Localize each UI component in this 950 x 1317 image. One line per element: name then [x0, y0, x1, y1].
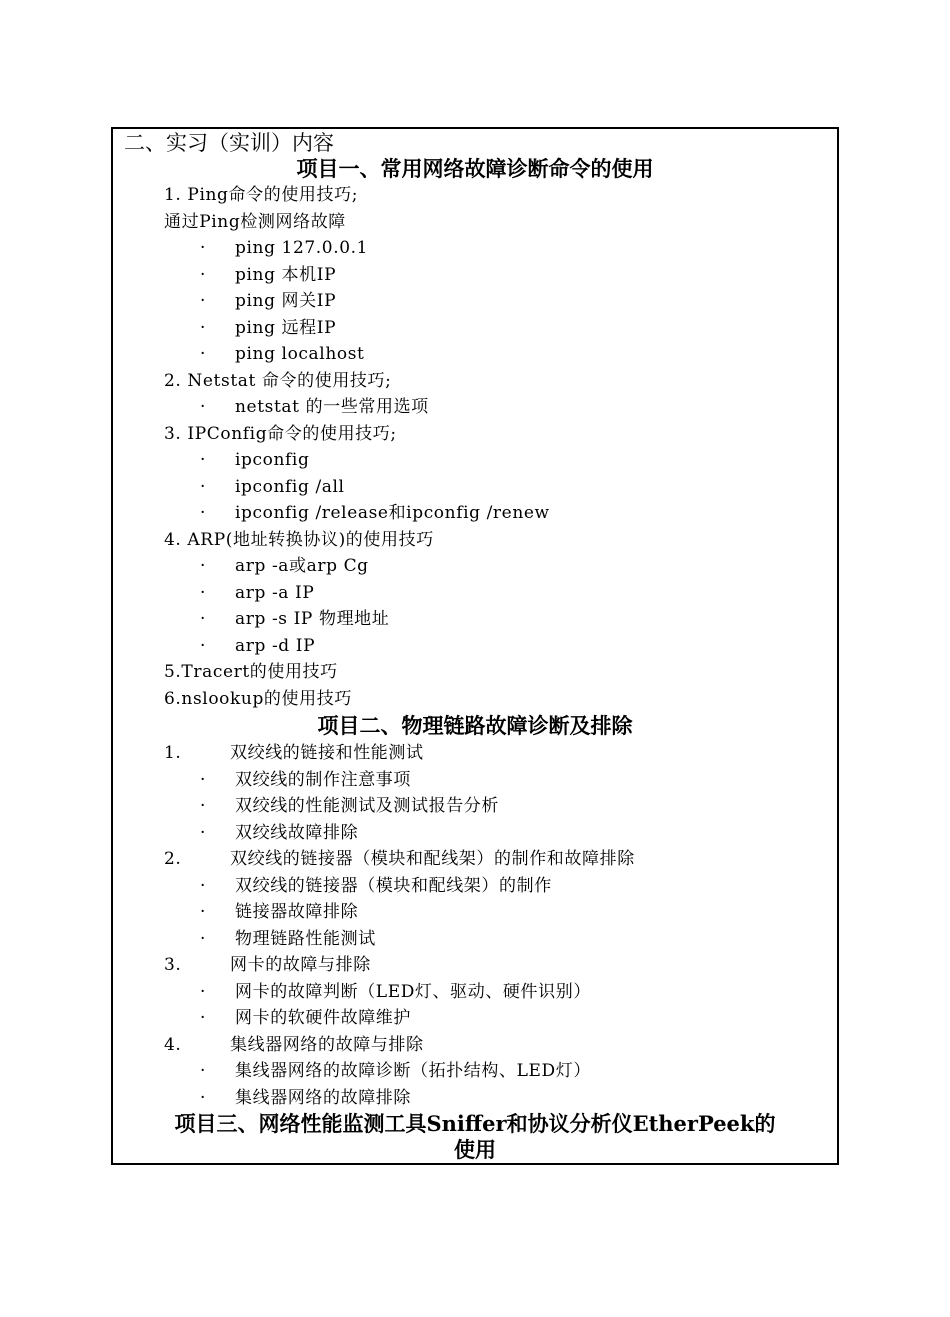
list-item-number: 1.	[164, 743, 182, 763]
list-item: 物理链路性能测试	[235, 928, 376, 949]
bullet-icon: ·	[200, 476, 206, 497]
bullet-icon: ·	[200, 397, 206, 417]
list-item: ping 127.0.0.1	[235, 238, 369, 258]
list-item: 双绞线的链接和性能测试	[230, 743, 424, 763]
list-item: netstat 的一些常用选项	[235, 397, 429, 417]
bullet-icon: ·	[200, 635, 206, 656]
list-item: 5.Tracert的使用技巧	[164, 662, 338, 682]
list-item: ipconfig /all	[235, 476, 345, 497]
list-item: ping 远程IP	[235, 317, 337, 338]
list-item: 双绞线的链接器（模块和配线架）的制作和故障排除	[230, 849, 635, 869]
list-item: 集线器网络的故障与排除	[230, 1034, 424, 1055]
list-item: ipconfig /release和ipconfig /renew	[235, 503, 550, 523]
list-item: 网卡的故障判断（LED灯、驱动、硬件识别）	[235, 981, 591, 1002]
list-item: 集线器网络的故障排除	[235, 1087, 411, 1108]
bullet-icon: ·	[200, 503, 206, 523]
list-item-number: 2.	[164, 849, 182, 869]
bullet-icon: ·	[200, 1087, 206, 1108]
bullet-icon: ·	[200, 450, 206, 470]
bullet-icon: ·	[200, 609, 206, 629]
bullet-icon: ·	[200, 1061, 206, 1081]
project2-title: 项目二、物理链路故障诊断及排除	[317, 713, 633, 738]
list-item: ping 本机IP	[235, 264, 337, 285]
bullet-icon: ·	[200, 928, 206, 949]
bullet-icon: ·	[200, 769, 206, 790]
bullet-icon: ·	[200, 238, 206, 258]
list-item: 2. Netstat 命令的使用技巧;	[164, 370, 392, 391]
project3-title-line2: 使用	[454, 1137, 496, 1162]
list-item: 4. ARP(地址转换协议)的使用技巧	[164, 529, 434, 550]
bullet-icon: ·	[200, 344, 206, 364]
list-item: arp -a IP	[235, 582, 315, 603]
project3-title-line1: 项目三、网络性能监测工具Sniffer和协议分析仪EtherPeek的	[174, 1111, 776, 1136]
bullet-icon: ·	[200, 902, 206, 922]
list-item: 通过Ping检测网络故障	[164, 211, 346, 232]
list-item: 集线器网络的故障诊断（拓扑结构、LED灯）	[235, 1061, 591, 1081]
list-item: arp -a或arp Cg	[235, 556, 369, 576]
bullet-icon: ·	[200, 264, 206, 285]
list-item-number: 3.	[164, 955, 182, 975]
content-frame	[111, 127, 839, 1165]
bullet-icon: ·	[200, 317, 206, 338]
list-item: ping localhost	[235, 344, 365, 364]
bullet-icon: ·	[200, 582, 206, 603]
list-item: 6.nslookup的使用技巧	[164, 688, 352, 709]
list-item: 网卡的软硬件故障维护	[235, 1008, 411, 1028]
bullet-icon: ·	[200, 822, 206, 843]
list-item: 双绞线的制作注意事项	[235, 769, 411, 790]
bullet-icon: ·	[200, 556, 206, 576]
list-item: 双绞线的性能测试及测试报告分析	[235, 796, 499, 816]
list-item: 3. IPConfig命令的使用技巧;	[164, 423, 397, 444]
list-item: ping 网关IP	[235, 291, 337, 311]
bullet-icon: ·	[200, 875, 206, 896]
list-item: arp -d IP	[235, 635, 316, 656]
list-item: 双绞线故障排除	[235, 822, 359, 843]
list-item-number: 4.	[164, 1034, 182, 1055]
list-item: 1. Ping命令的使用技巧;	[164, 185, 359, 205]
list-item: ipconfig	[235, 450, 310, 470]
list-item: arp -s IP 物理地址	[235, 609, 390, 629]
list-item: 链接器故障排除	[235, 902, 359, 922]
project1-title: 项目一、常用网络故障诊断命令的使用	[296, 156, 654, 181]
bullet-icon: ·	[200, 796, 206, 816]
bullet-icon: ·	[200, 1008, 206, 1028]
list-item: 双绞线的链接器（模块和配线架）的制作	[235, 875, 552, 896]
bullet-icon: ·	[200, 291, 206, 311]
section-title: 二、实习（实训）内容	[124, 131, 334, 155]
list-item: 网卡的故障与排除	[230, 955, 371, 975]
bullet-icon: ·	[200, 981, 206, 1002]
